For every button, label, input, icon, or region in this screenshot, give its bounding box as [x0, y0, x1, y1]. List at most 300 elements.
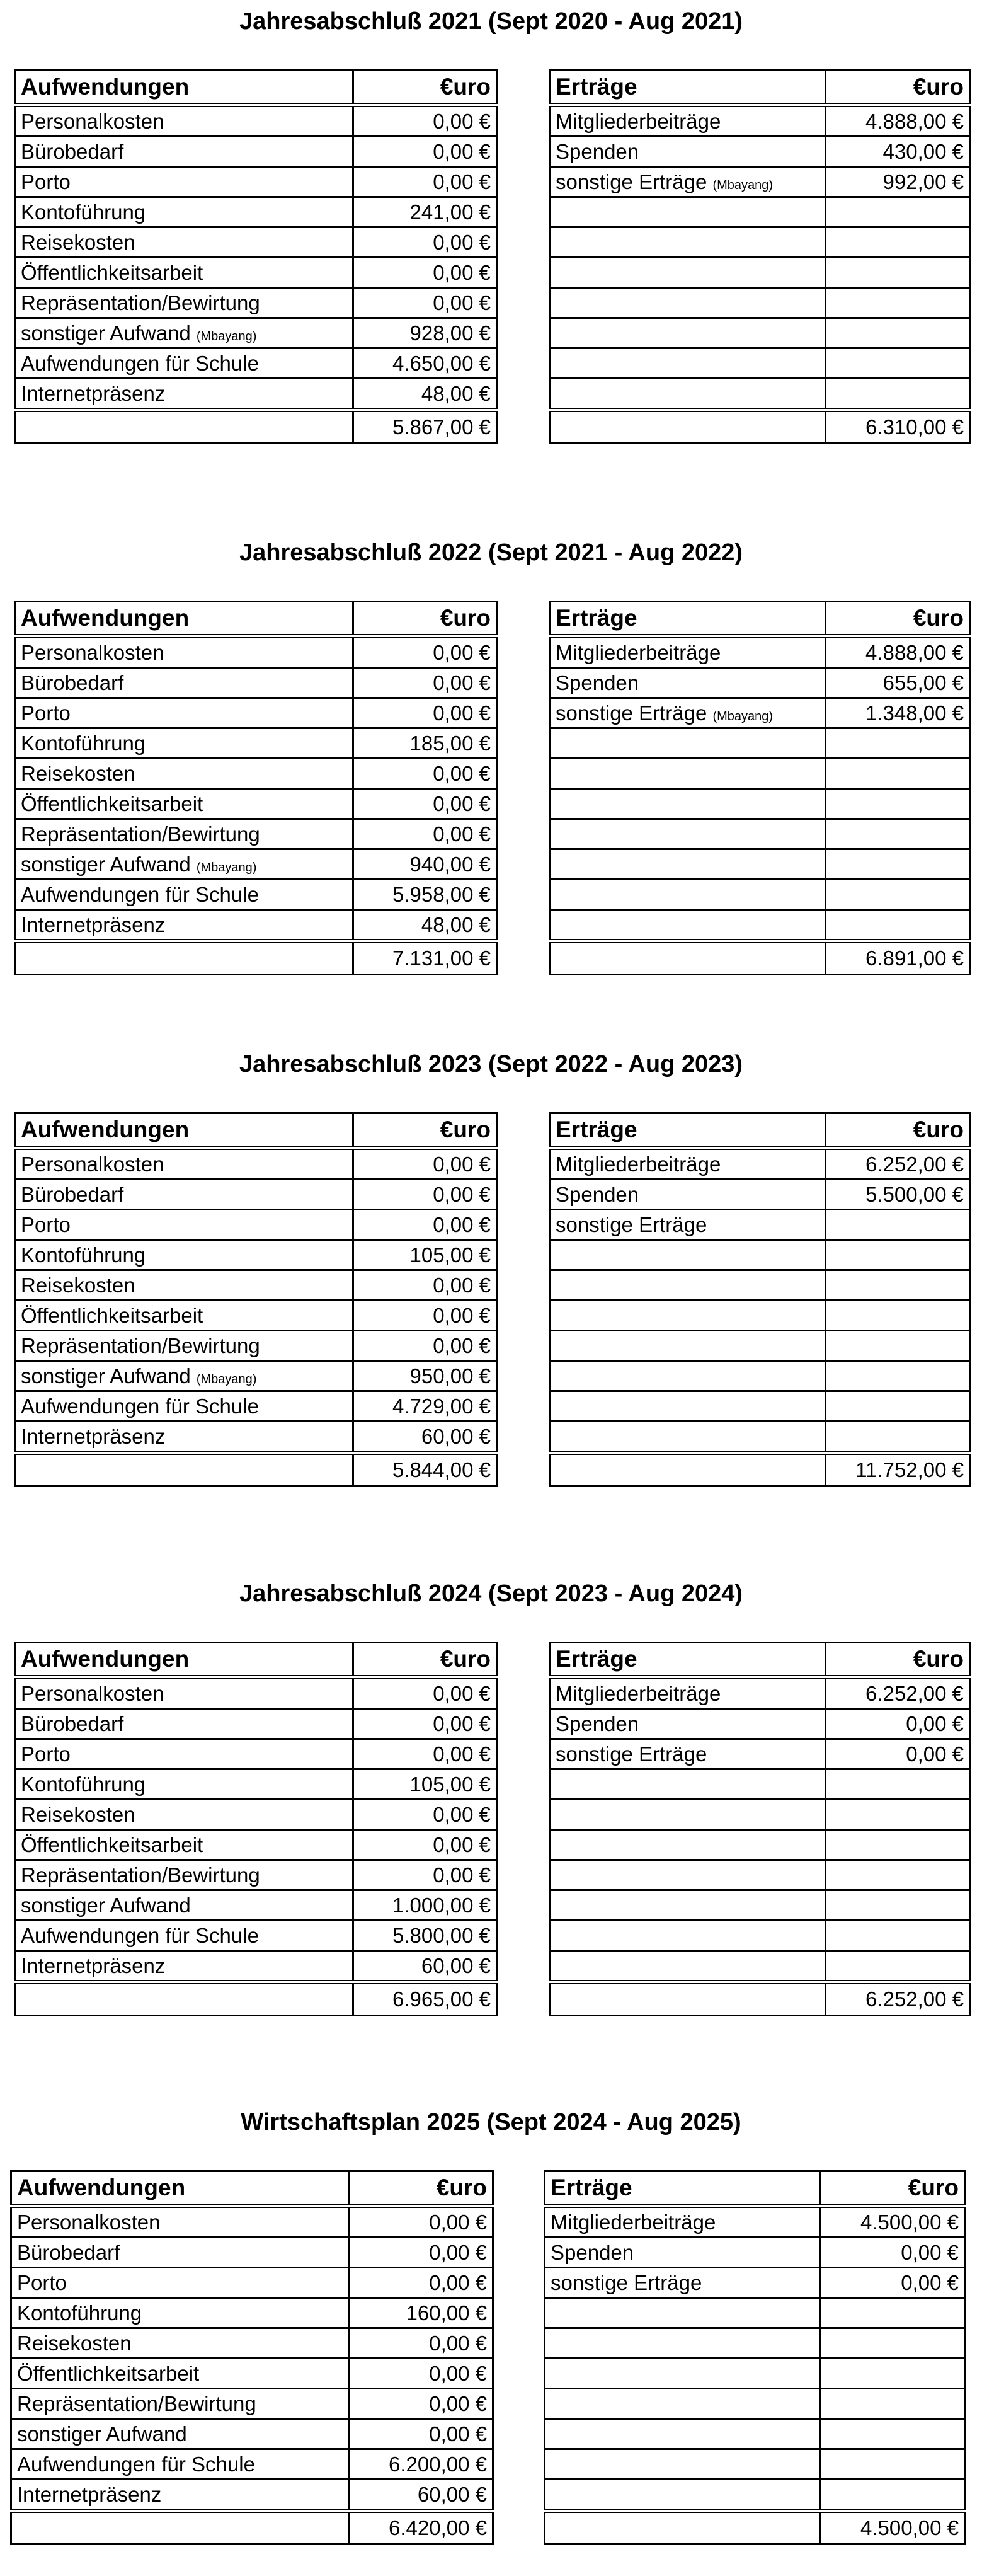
row-label: Mitgliederbeiträge [556, 1681, 721, 1705]
row-label-cell [545, 2359, 821, 2389]
row-amount: 0,00 € [353, 759, 497, 789]
row-amount: 0,00 € [821, 2238, 965, 2268]
table-header-row [550, 1643, 970, 1677]
row-label-cell [11, 2328, 350, 2359]
table-row [550, 1800, 970, 1830]
row-label-cell [545, 2238, 821, 2268]
table-row [15, 819, 497, 849]
row-label-cell [15, 137, 353, 167]
table-row [550, 288, 970, 318]
row-label: Internetpräsenz [21, 381, 166, 405]
table-header-row [15, 71, 497, 105]
header-currency: €uro [826, 1643, 970, 1677]
income-table [549, 1642, 971, 2016]
table-row [11, 2389, 493, 2419]
row-label-cell [15, 1148, 353, 1180]
row-amount: 0,00 € [353, 1709, 497, 1739]
table-row [15, 789, 497, 819]
row-amount: 0,00 € [350, 2389, 493, 2419]
table-row [550, 1890, 970, 1921]
header-currency: €uro [353, 1643, 497, 1677]
expenses-table [14, 601, 498, 975]
income-table [549, 601, 971, 975]
row-amount: 0,00 € [353, 789, 497, 819]
row-amount [826, 379, 970, 410]
row-label: Aufwendungen für Schule [21, 1923, 259, 1947]
row-amount [821, 2419, 965, 2449]
row-amount: 0,00 € [353, 1860, 497, 1890]
income-table [549, 69, 971, 444]
section-title: Jahresabschluß 2024 (Sept 2023 - Aug 2024) [239, 1580, 743, 1607]
row-amount [826, 1331, 970, 1361]
total-label [15, 410, 353, 444]
total-label [550, 410, 826, 444]
row-amount [821, 2328, 965, 2359]
row-label-cell [550, 197, 826, 227]
row-amount: 0,00 € [826, 1709, 970, 1739]
row-amount: 430,00 € [826, 137, 970, 167]
table-row [15, 348, 497, 379]
table-row [550, 1331, 970, 1361]
table-row [550, 258, 970, 288]
row-label-cell [545, 2389, 821, 2419]
row-label: Aufwendungen für Schule [21, 882, 259, 906]
row-amount: 0,00 € [350, 2206, 493, 2238]
table-row [15, 759, 497, 789]
row-label-cell [15, 1180, 353, 1210]
row-label-cell [15, 1951, 353, 1982]
row-amount: 0,00 € [353, 636, 497, 668]
row-amount [826, 227, 970, 258]
table-row [550, 910, 970, 941]
row-amount: 6.252,00 € [826, 1148, 970, 1180]
row-label: Personalkosten [21, 1152, 164, 1176]
table-header-row [11, 2171, 493, 2206]
row-label-cell [11, 2238, 350, 2268]
table-row [15, 288, 497, 318]
row-label: Internetpräsenz [21, 912, 166, 936]
row-label-cell [550, 789, 826, 819]
row-label: Reisekosten [21, 230, 135, 254]
row-amount: 0,00 € [353, 1210, 497, 1240]
row-label-cell [15, 1391, 353, 1422]
table-row [550, 1830, 970, 1860]
table-row [550, 668, 970, 698]
row-label-cell [550, 1240, 826, 1270]
row-label-cell [550, 1677, 826, 1709]
row-label: Personalkosten [17, 2210, 161, 2234]
row-label-cell [15, 258, 353, 288]
row-label-cell [15, 910, 353, 941]
row-label: Mitgliederbeiträge [556, 1152, 721, 1176]
row-label: sonstiger Aufwand [21, 1364, 191, 1388]
total-amount: 7.131,00 € [353, 941, 497, 975]
row-amount: 48,00 € [353, 379, 497, 410]
table-row [550, 167, 970, 197]
header-label: Erträge [550, 1643, 826, 1677]
table-row [550, 698, 970, 728]
expenses-table [14, 1642, 498, 2016]
row-amount: 0,00 € [353, 1800, 497, 1830]
row-label-cell [550, 1890, 826, 1921]
table-row [550, 636, 970, 668]
table-row [550, 1148, 970, 1180]
table-row [11, 2419, 493, 2449]
row-label: Repräsentation/Bewirtung [21, 822, 260, 846]
table-row [15, 1180, 497, 1210]
row-amount: 241,00 € [353, 197, 497, 227]
row-amount: 992,00 € [826, 167, 970, 197]
row-label-cell [15, 849, 353, 880]
section-title: Jahresabschluß 2022 (Sept 2021 - Aug 2022) [239, 539, 743, 566]
row-label-cell [15, 636, 353, 668]
row-amount: 105,00 € [353, 1769, 497, 1800]
table-row [550, 379, 970, 410]
total-amount: 6.252,00 € [826, 1982, 970, 2016]
table-row [550, 197, 970, 227]
total-amount: 5.867,00 € [353, 410, 497, 444]
row-label: sonstiger Aufwand [21, 852, 191, 876]
expenses-table [14, 1112, 498, 1487]
row-label: Mitgliederbeiträge [556, 109, 721, 133]
income-table [544, 2170, 966, 2545]
table-row [15, 1860, 497, 1890]
total-row [550, 410, 970, 444]
table-row [545, 2480, 965, 2511]
row-amount: 0,00 € [350, 2359, 493, 2389]
row-amount: 60,00 € [353, 1422, 497, 1453]
row-amount [826, 1830, 970, 1860]
row-amount: 0,00 € [826, 1739, 970, 1769]
table-row [11, 2449, 493, 2480]
row-label-cell [11, 2298, 350, 2328]
row-label-cell [15, 227, 353, 258]
table-row [550, 1951, 970, 1982]
row-label-cell [15, 105, 353, 137]
row-label: Öffentlichkeitsarbeit [21, 1303, 203, 1327]
table-row [11, 2238, 493, 2268]
total-row [550, 941, 970, 975]
row-label: Repräsentation/Bewirtung [21, 1333, 260, 1357]
row-amount: 0,00 € [350, 2268, 493, 2298]
row-label-cell [15, 759, 353, 789]
row-amount: 0,00 € [353, 288, 497, 318]
row-label: Mitgliederbeiträge [551, 2210, 716, 2234]
row-label-cell [15, 668, 353, 698]
row-label-cell [15, 1210, 353, 1240]
table-row [550, 728, 970, 759]
row-amount: 0,00 € [353, 1830, 497, 1860]
table-row [545, 2298, 965, 2328]
row-amount: 48,00 € [353, 910, 497, 941]
row-amount: 0,00 € [353, 227, 497, 258]
row-amount [826, 1270, 970, 1301]
header-currency: €uro [826, 1113, 970, 1148]
row-label: Bürobedarf [21, 670, 124, 694]
row-label-cell [15, 379, 353, 410]
row-label: Spenden [556, 1182, 639, 1206]
row-label: sonstige Erträge [556, 1742, 707, 1766]
row-label: Kontoführung [17, 2301, 142, 2325]
table-row [15, 1391, 497, 1422]
row-label: Porto [21, 1212, 71, 1236]
row-label-cell [550, 288, 826, 318]
table-row [15, 379, 497, 410]
row-label-cell [550, 1709, 826, 1739]
table-row [15, 258, 497, 288]
total-amount: 6.420,00 € [350, 2511, 493, 2544]
row-label-cell [15, 197, 353, 227]
row-amount: 0,00 € [353, 698, 497, 728]
row-amount [821, 2389, 965, 2419]
row-label: Spenden [551, 2240, 634, 2264]
row-label: Personalkosten [21, 1681, 164, 1705]
table-row [15, 1361, 497, 1391]
table-row [11, 2328, 493, 2359]
table-row [15, 1677, 497, 1709]
row-label-cell [15, 348, 353, 379]
row-label-cell [15, 1301, 353, 1331]
row-label-cell [545, 2268, 821, 2298]
section-title: Wirtschaftsplan 2025 (Sept 2024 - Aug 2025) [241, 2109, 741, 2136]
row-label: sonstiger Aufwand [17, 2422, 187, 2446]
total-row [15, 941, 497, 975]
table-header-row [15, 1113, 497, 1148]
row-label-cell [545, 2328, 821, 2359]
row-label: Mitgliederbeiträge [556, 640, 721, 664]
table-row [550, 348, 970, 379]
row-amount [826, 1921, 970, 1951]
header-currency: €uro [826, 602, 970, 636]
row-amount: 0,00 € [353, 1270, 497, 1301]
row-label-cell [545, 2480, 821, 2511]
table-row [550, 849, 970, 880]
table-row [15, 1800, 497, 1830]
row-amount [826, 288, 970, 318]
table-row [550, 105, 970, 137]
header-label: Erträge [550, 71, 826, 105]
row-label-cell [15, 1331, 353, 1361]
total-amount: 6.965,00 € [353, 1982, 497, 2016]
row-label-cell [15, 1800, 353, 1830]
row-label-cell [550, 167, 826, 197]
row-label: Aufwendungen für Schule [17, 2452, 255, 2476]
table-row [15, 910, 497, 941]
table-row [550, 1270, 970, 1301]
total-amount: 5.844,00 € [353, 1453, 497, 1486]
row-amount: 0,00 € [353, 167, 497, 197]
row-note: (Mbayang) [196, 1372, 257, 1386]
row-amount: 4.729,00 € [353, 1391, 497, 1422]
row-amount [826, 910, 970, 941]
expenses-table [14, 69, 498, 444]
row-label-cell [15, 167, 353, 197]
table-row [15, 1769, 497, 1800]
table-header-row [15, 602, 497, 636]
row-amount [826, 819, 970, 849]
table-row [15, 167, 497, 197]
row-label: Repräsentation/Bewirtung [21, 290, 260, 314]
table-row [545, 2268, 965, 2298]
row-label-cell [15, 789, 353, 819]
table-header-row [15, 1643, 497, 1677]
row-label-cell [550, 1800, 826, 1830]
row-label: Reisekosten [17, 2331, 132, 2355]
row-label-cell [15, 1830, 353, 1860]
row-amount [826, 318, 970, 348]
table-row [550, 1391, 970, 1422]
row-label: Kontoführung [21, 1772, 146, 1796]
table-header-row [550, 1113, 970, 1148]
table-row [15, 1270, 497, 1301]
row-label: Reisekosten [21, 761, 135, 785]
row-amount [826, 197, 970, 227]
header-label: Aufwendungen [15, 1643, 353, 1677]
table-row [550, 1860, 970, 1890]
total-label [550, 1453, 826, 1486]
header-label: Aufwendungen [15, 71, 353, 105]
row-amount [826, 1210, 970, 1240]
table-row [545, 2238, 965, 2268]
row-label-cell [550, 1422, 826, 1453]
row-amount [826, 1361, 970, 1391]
row-label: Internetpräsenz [21, 1953, 166, 1977]
total-amount: 6.310,00 € [826, 410, 970, 444]
row-amount: 0,00 € [353, 819, 497, 849]
table-row [550, 1240, 970, 1270]
table-row [550, 1709, 970, 1739]
row-amount: 5.958,00 € [353, 880, 497, 910]
table-row [11, 2480, 493, 2511]
row-amount [826, 1860, 970, 1890]
row-note: (Mbayang) [196, 860, 257, 875]
row-amount: 655,00 € [826, 668, 970, 698]
row-amount: 5.500,00 € [826, 1180, 970, 1210]
row-amount: 0,00 € [353, 137, 497, 167]
row-amount: 0,00 € [353, 105, 497, 137]
total-label [15, 1982, 353, 2016]
row-label-cell [550, 348, 826, 379]
row-label: Spenden [556, 1711, 639, 1735]
row-label-cell [11, 2449, 350, 2480]
total-row [550, 1982, 970, 2016]
row-label: Bürobedarf [21, 1711, 124, 1735]
row-label-cell [550, 698, 826, 728]
table-row [11, 2359, 493, 2389]
row-amount: 4.650,00 € [353, 348, 497, 379]
table-row [550, 759, 970, 789]
total-label [11, 2511, 350, 2544]
table-row [15, 1739, 497, 1769]
row-label-cell [15, 728, 353, 759]
row-label: sonstige Erträge [556, 170, 707, 193]
row-label: Personalkosten [21, 640, 164, 664]
row-label: Aufwendungen für Schule [21, 351, 259, 375]
table-row [15, 1890, 497, 1921]
table-row [15, 318, 497, 348]
total-label [15, 1453, 353, 1486]
row-label: Kontoführung [21, 731, 146, 755]
table-row [550, 789, 970, 819]
row-label-cell [11, 2206, 350, 2238]
header-currency: €uro [353, 71, 497, 105]
table-row [15, 849, 497, 880]
table-row [550, 227, 970, 258]
row-label-cell [11, 2419, 350, 2449]
row-label: Porto [21, 1742, 71, 1766]
row-label-cell [11, 2268, 350, 2298]
total-label [15, 941, 353, 975]
row-amount: 60,00 € [353, 1951, 497, 1982]
row-label-cell [550, 258, 826, 288]
row-label-cell [545, 2206, 821, 2238]
row-label-cell [545, 2419, 821, 2449]
row-amount: 1.348,00 € [826, 698, 970, 728]
row-amount [821, 2298, 965, 2328]
header-currency: €uro [826, 71, 970, 105]
row-amount: 0,00 € [353, 1331, 497, 1361]
table-row [15, 1331, 497, 1361]
table-header-row [550, 71, 970, 105]
row-amount: 0,00 € [353, 1148, 497, 1180]
row-label-cell [550, 1301, 826, 1331]
table-row [15, 1148, 497, 1180]
row-label: Internetpräsenz [17, 2482, 162, 2506]
row-amount [826, 849, 970, 880]
row-label-cell [550, 1830, 826, 1860]
row-label-cell [550, 668, 826, 698]
table-row [15, 1709, 497, 1739]
table-row [15, 137, 497, 167]
row-label: sonstiger Aufwand [21, 321, 191, 345]
total-amount: 11.752,00 € [826, 1453, 970, 1486]
table-row [15, 1921, 497, 1951]
row-amount [826, 789, 970, 819]
row-label-cell [11, 2480, 350, 2511]
total-row [15, 1982, 497, 2016]
table-row [15, 227, 497, 258]
table-row [550, 1921, 970, 1951]
row-amount: 185,00 € [353, 728, 497, 759]
row-label: Öffentlichkeitsarbeit [17, 2361, 200, 2385]
row-label-cell [550, 849, 826, 880]
row-label-cell [550, 1739, 826, 1769]
row-label: Internetpräsenz [21, 1424, 166, 1448]
table-row [11, 2268, 493, 2298]
row-label-cell [550, 1921, 826, 1951]
row-amount: 160,00 € [350, 2298, 493, 2328]
row-amount: 0,00 € [350, 2238, 493, 2268]
table-row [545, 2419, 965, 2449]
table-row [15, 1210, 497, 1240]
row-label-cell [550, 379, 826, 410]
total-label [550, 941, 826, 975]
row-amount [826, 1391, 970, 1422]
table-row [550, 880, 970, 910]
row-label-cell [15, 1422, 353, 1453]
row-amount [826, 759, 970, 789]
row-amount: 0,00 € [821, 2268, 965, 2298]
row-label-cell [15, 318, 353, 348]
row-label-cell [15, 1677, 353, 1709]
row-label: Kontoführung [21, 1243, 146, 1267]
row-label-cell [550, 1951, 826, 1982]
total-label [545, 2511, 821, 2544]
row-label-cell [15, 1270, 353, 1301]
table-row [15, 1951, 497, 1982]
row-label-cell [550, 910, 826, 941]
row-label-cell [550, 137, 826, 167]
